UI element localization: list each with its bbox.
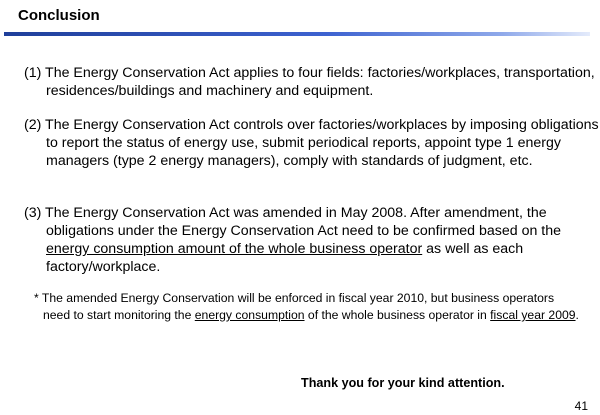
slide-title: Conclusion (18, 7, 100, 24)
point-2: (2) The Energy Conservation Act controls over factories/workplaces by imposing obligations to report the status of energy use, submit periodical reports, appoint type 1 energy managers (type 2 energy managers), comply with standards of judgment, etc. (24, 117, 599, 169)
point-1: (1) The Energy Conservation Act applies to four fields: factories/workplaces, transportation, residences/buildings and machinery and equipment. (24, 65, 595, 99)
footnote-text-1: * The amended Energy Conservation will be enforced in fiscal year 2010, but business operators need to start monitoring the (34, 291, 555, 322)
title-divider (4, 32, 590, 36)
footnote-text-2: of the whole business operator in (304, 308, 491, 322)
point-3-text-after: as well as each factory/workplace. (46, 241, 524, 275)
point-3 (24, 204, 600, 276)
point-3-text-before: (3) The Energy Conservation Act was amended in May 2008. After amendment, the obligations under the Energy Conservation Act need to be confirmed based on the (24, 205, 562, 239)
point-3-underlined: energy consumption amount of the whole business operator (46, 241, 423, 257)
footnote-text-3: . (575, 308, 579, 322)
closing-remark: Thank you for your kind attention. (301, 376, 505, 390)
footnote (34, 290, 583, 324)
footnote-underlined-2: fiscal year 2009 (490, 308, 576, 322)
footnote-underlined-1: energy consumption (194, 308, 305, 322)
page-number: 41 (574, 399, 588, 413)
